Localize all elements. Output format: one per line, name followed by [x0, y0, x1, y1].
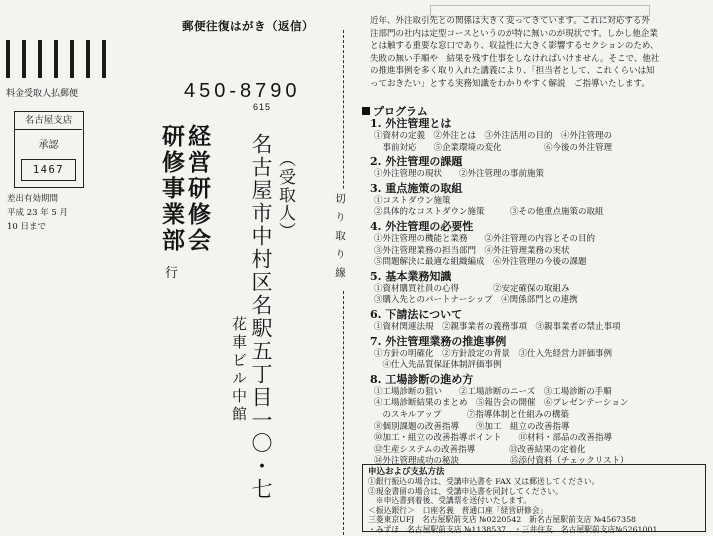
section-item-line: ①資材の定義 ②外注とは ③外注活用の目的 ④外注管理の	[374, 131, 613, 141]
expiry-notice	[7, 192, 68, 234]
section-title: 4. 外注管理の必要性	[370, 219, 474, 233]
section-items	[368, 322, 706, 334]
square-bullet-icon	[362, 107, 370, 115]
intro-line: とは触する重要な窓口であり、収益性に大きく影響するセクションのため、	[370, 41, 659, 51]
payment-line: ＜振込銀行＞ 口座名義 普通口座「経営研修会」	[368, 505, 548, 515]
section-item-line: ①資材購買社員の心得 ②安定確保の取組み	[374, 283, 570, 294]
program-section	[368, 220, 706, 269]
section-item-line: ③購入先とのパートナーシップ ④関係部門との連携	[374, 295, 578, 306]
section-items	[368, 234, 706, 269]
program-section	[368, 373, 706, 468]
stamp-approval: 承認	[38, 140, 59, 151]
section-item-line: ⑭外注管理成功の秘訣 ⑮添付資料（チェックリスト）	[374, 456, 629, 467]
section-item-line: ⑤問題解決に最適な組織編成 ⑥外注管理の今後の課題	[374, 257, 587, 268]
section-item-line: ①外注管理の機能と業務 ②外注管理の内容とその目的	[374, 233, 596, 244]
postcard-header: 郵便往復はがき（返信）	[182, 19, 314, 33]
intro-line: 近年、外注取引先との関係は大きく変ってきています。これに対応する外	[370, 16, 650, 26]
stamp-office: 名古屋支店	[15, 112, 82, 130]
barcode-bar	[6, 40, 10, 78]
program-title: プログラム	[373, 105, 428, 118]
section-item-line: ①工場診断の狙い ②工場診断のニーズ ③工場診断の手順	[374, 386, 612, 397]
section-item-line: ④工場診断結果のまとめ ⑤報告会の開催 ⑥プレゼンテーション	[374, 398, 629, 409]
program-section	[368, 182, 706, 219]
section-item-line: ②具体的なコストダウン施策 ③その他重点施策の取組	[374, 207, 604, 218]
section-item-line: ⑫生産システムの改善指導 ⑬改善結果の定着化	[374, 444, 586, 455]
program-section	[368, 308, 706, 334]
section-items	[368, 349, 706, 372]
section-items	[368, 169, 706, 181]
barcode-bar	[86, 40, 90, 78]
addressee-org: 経営研修会	[184, 124, 211, 254]
stamp-number: 1467	[21, 159, 76, 181]
program-section	[368, 335, 706, 372]
section-items	[368, 196, 706, 219]
barcode-bar	[102, 40, 106, 78]
program-list	[368, 117, 706, 469]
section-items	[368, 387, 706, 468]
program-section	[368, 270, 706, 307]
section-item-line: 事前対応 ⑤企業環境の変化 ⑥今後の外注管理	[374, 142, 613, 153]
recipient-label: （受取人）	[275, 150, 295, 240]
postal-sub-code: 615	[253, 102, 272, 112]
payment-line: ・みずほ 名古屋駅前支店 №1138537 ・三井住友 名古屋駅前支店№5261001	[368, 524, 658, 534]
barcode-bar	[54, 40, 58, 78]
recipient-building: 花車ビル中館	[230, 316, 248, 424]
section-item-line: ①外注管理の現状 ②外注管理の事前施策	[374, 169, 545, 180]
program-section	[368, 155, 706, 181]
section-item-line: ①方針の明確化 ②方針設定の背景 ③仕入先経営力評価事例	[374, 348, 613, 359]
section-items	[368, 284, 706, 307]
section-title: 7. 外注管理業務の推進事例	[370, 334, 507, 348]
payment-line: ※申込書到着後、受講票を送付いたします。	[368, 496, 532, 506]
permit-title: 料金受取人払郵便	[6, 89, 79, 99]
payment-line: ①銀行振込の場合は、受講申込書を FAX 又は郵送してください。	[368, 477, 600, 486]
payment-line: ②現金書留の場合は、受講申込書を同封してください。	[368, 486, 563, 496]
intro-line: の推進事例を多く取り入れた講義により、「担当者として、これくらいは知	[370, 66, 655, 76]
barcode-bar	[38, 40, 42, 78]
section-title: 2. 外注管理の課題	[370, 155, 463, 169]
section-item-line: ⑧個別課題の改善指導 ⑨加工 組立の改善指導	[374, 421, 570, 432]
payment-line: 三菱東京UFJ 名古屋駅前支店 №0220542 新名古屋駅前支店 №4567358	[368, 515, 637, 525]
intro-line: 注部門の社内は定型コースというのが特に無いのが現状です。しかし他企業	[370, 28, 658, 39]
expiry-line: 平成 23 年 5 月	[7, 208, 69, 218]
barcode-bar	[22, 40, 26, 78]
addressee-dept: 研修事業部	[158, 124, 185, 254]
expiry-line: 10 日まで	[7, 222, 47, 232]
section-title: 8. 工場診断の進め方	[370, 372, 474, 386]
section-title: 5. 基本業務知識	[370, 269, 452, 283]
barcode-bar	[70, 40, 74, 78]
approval-stamp-box	[14, 111, 84, 188]
program-section	[368, 117, 706, 154]
section-title: 1. 外注管理とは	[370, 117, 452, 130]
section-title: 6. 下請法について	[370, 307, 463, 321]
intro-line: っておきたい」とする実務知識をわかりやすく解説 ご指導いたします。	[370, 78, 650, 89]
expiry-line: 差出有効期間	[7, 194, 59, 204]
payment-method-box	[362, 464, 706, 532]
section-item-line: ④仕入先品質保証体制評価事例	[374, 360, 502, 371]
section-item-line: ③外注管理業務の担当部門 ④外注管理業務の実状	[374, 245, 570, 256]
section-item-line: のスキルアップ ⑦指導体制と仕組みの構築	[374, 409, 569, 420]
section-title: 3. 重点施策の取組	[370, 181, 463, 195]
section-item-line: ①コストダウン施策	[374, 195, 451, 206]
addressee-suffix: 行	[165, 266, 179, 281]
section-item-line: ⑩加工・組立の改善指導ポイント ⑪材料・部品の改善指導	[374, 433, 613, 444]
cut-line-label: 切り取り線	[333, 190, 348, 289]
section-item-line: ①資材関連法規 ②親事業者の義務事項 ③親事業者の禁止事項	[374, 321, 621, 332]
recipient-address: 名古屋市中村区名駅五丁目一〇・七	[249, 133, 273, 501]
intro-line: 失敗の無い手順や 結果を残す仕事をしなければいけません。そこで、他社	[370, 53, 660, 64]
section-items	[368, 131, 706, 154]
permit-barcode	[6, 40, 116, 80]
payment-method-title: 申込および支払方法	[368, 467, 445, 477]
postal-code: 450-8790	[184, 80, 301, 102]
intro-text	[360, 15, 705, 90]
